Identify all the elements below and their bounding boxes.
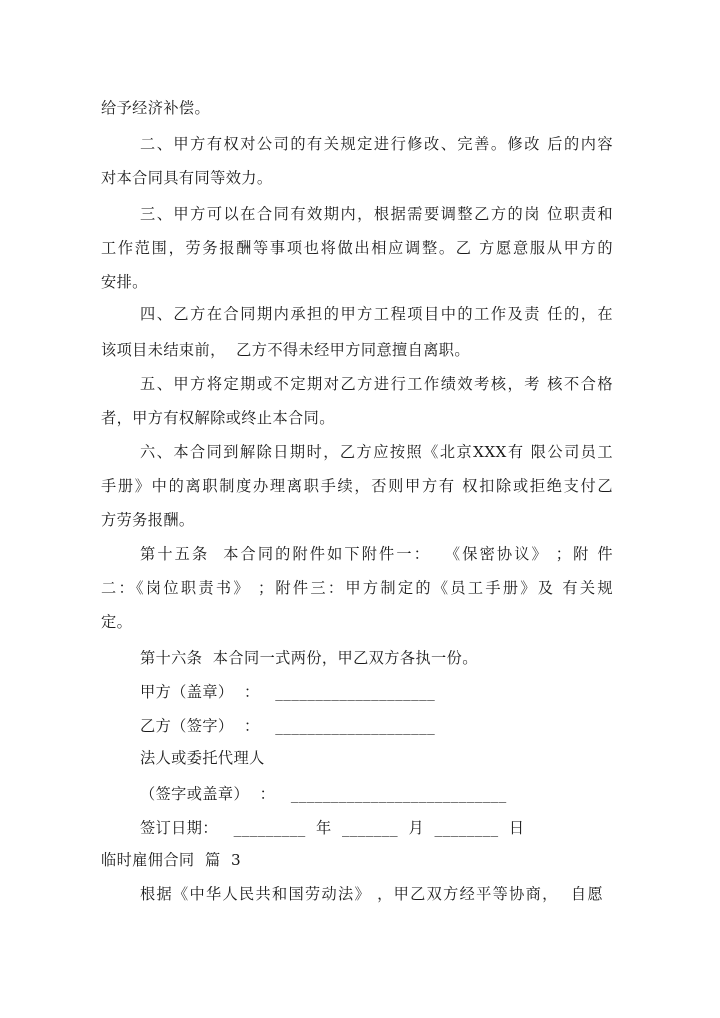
text-line: 六、本合同到解除日期时，乙方应按照《北京XXX有 限公司员工 (140, 443, 613, 461)
text-line: 二、甲方有权对公司的有关规定进行修改、完善。修改 后的内容 (140, 135, 613, 153)
text-line: 给予经济补偿。 (101, 99, 211, 117)
section-heading: 临时雇佣合同 篇 3 (101, 851, 242, 869)
text-line: 四、乙方在合同期内承担的甲方工程项目中的工作及责 任的，在 (140, 305, 613, 323)
text-line: 安排。 (101, 273, 148, 291)
text-line: 第十六条 本合同一式两份，甲乙双方各执一份。 (140, 649, 478, 667)
signature-field-representative: （签字或盖章） ： ___________________________ (140, 785, 507, 803)
signature-field-party-b: 乙方（签字） ： ____________________ (140, 717, 436, 735)
text-line: 第十五条 本合同的附件如下附件一： 《保密协议》 ；附 件 (140, 545, 613, 563)
text-line: 对本合同具有同等效力。 (101, 169, 273, 187)
signature-field-party-a: 甲方（盖章） ： ____________________ (140, 683, 436, 701)
text-line: 方劳务报酬。 (101, 511, 195, 529)
signing-date-field: 签订日期： _________ 年 _______ 月 ________ 日 (140, 819, 525, 837)
text-line: 者，甲方有权解除或终止本合同。 (101, 409, 335, 427)
text-line: 手册》中的离职制度办理离职手续，否则甲方有 权扣除或拒绝支付乙 (101, 477, 613, 495)
text-line: 法人或委托代理人 (140, 749, 265, 767)
text-line: 五、甲方将定期或不定期对乙方进行工作绩效考核，考 核不合格 (140, 375, 613, 393)
text-line: 定。 (101, 613, 133, 631)
text-line: 该项目未结束前， 乙方不得未经甲方同意擅自离职。 (101, 341, 470, 359)
text-line: 二：《岗位职责书》 ；附件三：甲方制定的《员工手册》及 有关规 (101, 579, 613, 597)
text-line: 根据《中华人民共和国劳动法》 ，甲乙双方经平等协商， 自愿 (140, 885, 603, 903)
text-line: 三、甲方可以在合同有效期内，根据需要调整乙方的岗 位职责和 (140, 205, 613, 223)
text-line: 工作范围，劳务报酬等事项也将做出相应调整。乙 方愿意服从甲方的 (101, 239, 613, 257)
